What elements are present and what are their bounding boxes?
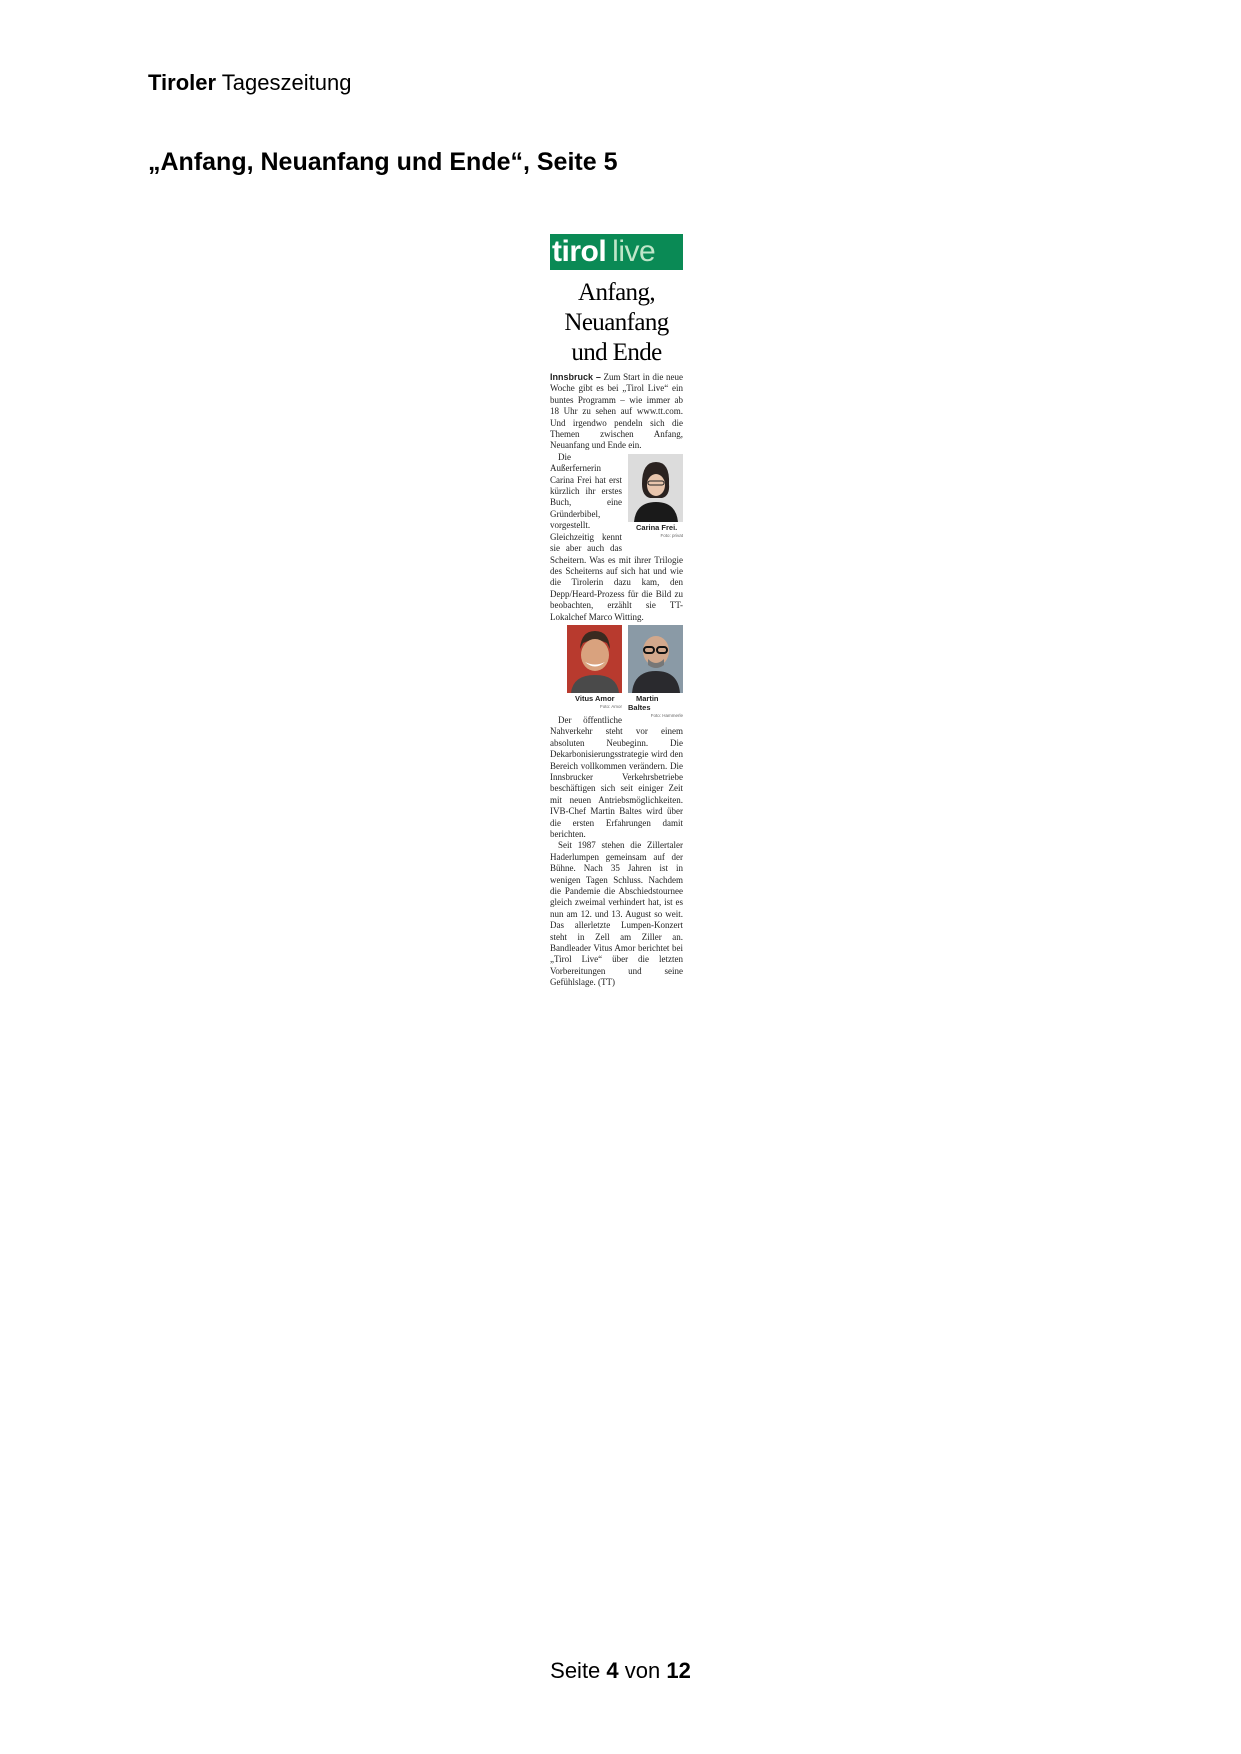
tirol-live-logo xyxy=(550,234,683,270)
total-page-count: 12 xyxy=(666,1658,691,1683)
photo-caption-name: Carina Frei. xyxy=(636,522,678,532)
paragraph-1-text: Zum Start in die neue Woche gibt es bei „Tirol Live“ ein buntes Programm – wie immer ab 18 Uhr zu sehen auf www.tt.com. Und irgendwo pendeln sich die Themen zwischen Anfang, Neuanfang und Ende ein. xyxy=(550,372,683,451)
photo-martin-baltes xyxy=(628,625,683,720)
photo-caption-name: Vitus Amor xyxy=(575,693,615,703)
paragraph-1 xyxy=(550,372,683,452)
logo-text-live: live xyxy=(612,235,656,268)
paragraph-2-text: Die Außerfernerin Carina Frei hat erst kürzlich ihr erstes Buch, eine Gründerbibel, vorgestellt. Gleichzeitig kennt sie aber auch das Scheitern. Was es mit ihrer Trilogie des Scheiterns auf sich hat und wie die Tirolerin dazu kam, den Depp/Heard-Prozess für die Bild zu beobachten, erzählt sie TT-Lokalchef Marco Witting. xyxy=(550,451,683,622)
photo-credit: Foto: privat xyxy=(660,532,683,538)
portrait-image xyxy=(628,454,683,522)
photo-caption-name: Martin Baltes xyxy=(628,693,659,712)
page-number-footer xyxy=(0,1658,1241,1684)
paragraph-4: Seit 1987 stehen die Zillertaler Haderlumpen gemeinsam auf der Bühne. Nach 35 Jahren ist in wenigen Tagen Schluss. Nachdem die Pandemie die Abschiedstournee gleich zweimal verhindert hat, ist es nun am 12. und 13. August so weit. Das allerletzte Lumpen-Konzert steht in Zell am Ziller an. Bandleader Vitus Amor berichtet bei „Tirol Live“ über die letzten Vorbereitungen und seine Gefühlslage. (TT) xyxy=(550,840,683,988)
photo-credit: Foto: Amor xyxy=(599,703,622,709)
clipping-body xyxy=(550,372,683,989)
article-reference-title: „Anfang, Neuanfang und Ende“, Seite 5 xyxy=(148,148,618,176)
photo-credit: Foto: Hammerle xyxy=(650,712,683,718)
publication-name-rest: Tageszeitung xyxy=(216,70,352,95)
clipping-headline: Anfang, Neuanfang und Ende xyxy=(564,279,669,366)
newspaper-clipping xyxy=(550,234,683,989)
paragraph-3-text: Der öffentliche Nahverkehr steht vor einem absoluten Neubeginn. Die Dekarbonisierungsstrategie wird den Bereich vollkommen verändern. Die Innsbrucker Verkehrsbetriebe beschäftigen sich seit einiger Zeit mit neuen Antriebsmöglichkeiten. IVB-Chef Martin Baltes wird über die ersten Erfahrungen damit berichten. xyxy=(550,714,683,839)
portrait-image xyxy=(567,625,622,693)
photo-carina-frei xyxy=(628,454,683,540)
footer-prefix: Seite xyxy=(550,1658,607,1683)
logo-text-tirol: tirol xyxy=(552,235,607,268)
photo-vitus-amor xyxy=(567,625,622,711)
publication-name-bold: Tiroler xyxy=(148,70,217,95)
current-page-number: 4 xyxy=(606,1658,619,1683)
dateline: Innsbruck – xyxy=(550,372,601,382)
portrait-image xyxy=(628,625,683,693)
footer-middle: von xyxy=(618,1658,667,1683)
publication-header xyxy=(148,70,351,96)
